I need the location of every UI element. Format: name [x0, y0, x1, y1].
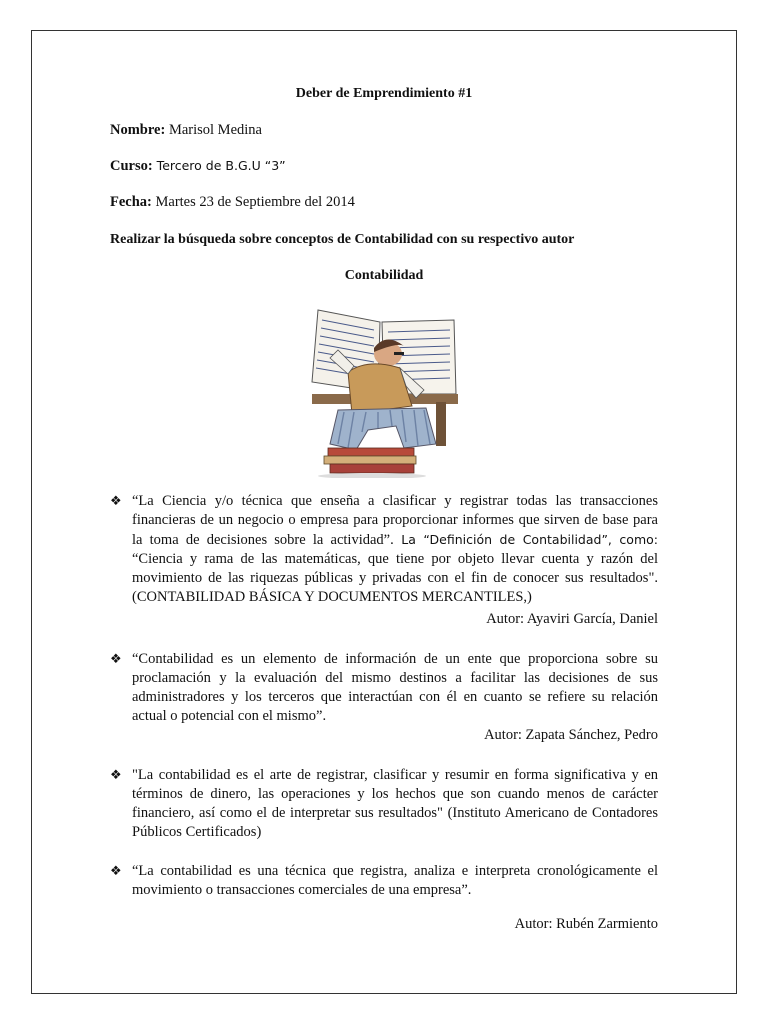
- definition-author: Autor: Zapata Sánchez, Pedro: [484, 727, 658, 743]
- definition-item: [110, 650, 658, 726]
- definition-author: Autor: Rubén Zarmiento: [514, 916, 658, 932]
- field-nombre-label: Nombre:: [110, 122, 166, 138]
- accountant-reading-ledger-illustration: [308, 302, 460, 478]
- field-nombre: [110, 122, 262, 139]
- field-nombre-value: Marisol Medina: [165, 122, 262, 138]
- definition-item: [110, 492, 658, 607]
- definition-text: "La contabilidad es el arte de registrar, clasificar y resumir en forma significativa y en términos de dinero, las operaciones y los hechos que son cuando menos de carácter financiero, así como el de interpretar sus resultados" (Instituto Americano de Contadores Públicos Certificados): [132, 767, 658, 840]
- instruction-text: Realizar la búsqueda sobre conceptos de Contabilidad con su respectivo autor: [110, 232, 575, 247]
- field-curso-label: Curso:: [110, 158, 153, 174]
- document-title: Deber de Emprendimiento #1: [295, 86, 473, 101]
- field-curso: [110, 158, 286, 175]
- definition-text: [132, 492, 658, 607]
- definition-text: “La contabilidad es una técnica que registra, analiza e interpreta cronológicamente el movimiento o transacciones comerciales de una empresa”.: [132, 863, 658, 898]
- diamond-bullet-icon: ❖: [110, 768, 122, 783]
- definition-text-part-3: “Ciencia y rama de las matemáticas, que tiene por objeto llevar cuenta y razón del movimiento de las riquezas públicas y privadas con el fin de conocer sus resultados". (CONTABILIDAD BÁSICA Y DOCUMENTOS MERCANTILES,): [132, 551, 658, 605]
- field-curso-value: Tercero de B.G.U “3”: [152, 158, 286, 173]
- field-fecha-value: Martes 23 de Septiembre del 2014: [151, 194, 355, 210]
- definition-text-part-1: “La Ciencia y/o técnica que enseña a clasificar y registrar todas las transacciones financieras de un negocio o empresa para proporcionar informes que sirven de base para la toma de decisiones sobre la actividad”.: [132, 493, 658, 548]
- definition-item: [110, 766, 658, 842]
- definition-text-part-2: La “Definición de Contabilidad”, como:: [393, 532, 658, 547]
- diamond-bullet-icon: ❖: [110, 864, 122, 879]
- section-title: Contabilidad: [344, 268, 424, 283]
- diamond-bullet-icon: ❖: [110, 494, 122, 509]
- definition-item: [110, 862, 658, 900]
- field-fecha: [110, 194, 355, 211]
- definition-text: “Contabilidad es un elemento de información de un ente que proporciona sobre su proclamación y la evaluación del mismo destinos a facilitar las decisiones de sus administradores y los terceros que interactúan con él en cuanto se refiere su relación actual o potencial con el mismo”.: [132, 651, 658, 724]
- diamond-bullet-icon: ❖: [110, 652, 122, 667]
- field-fecha-label: Fecha:: [110, 194, 152, 210]
- definition-author: Autor: Ayaviri García, Daniel: [486, 611, 658, 627]
